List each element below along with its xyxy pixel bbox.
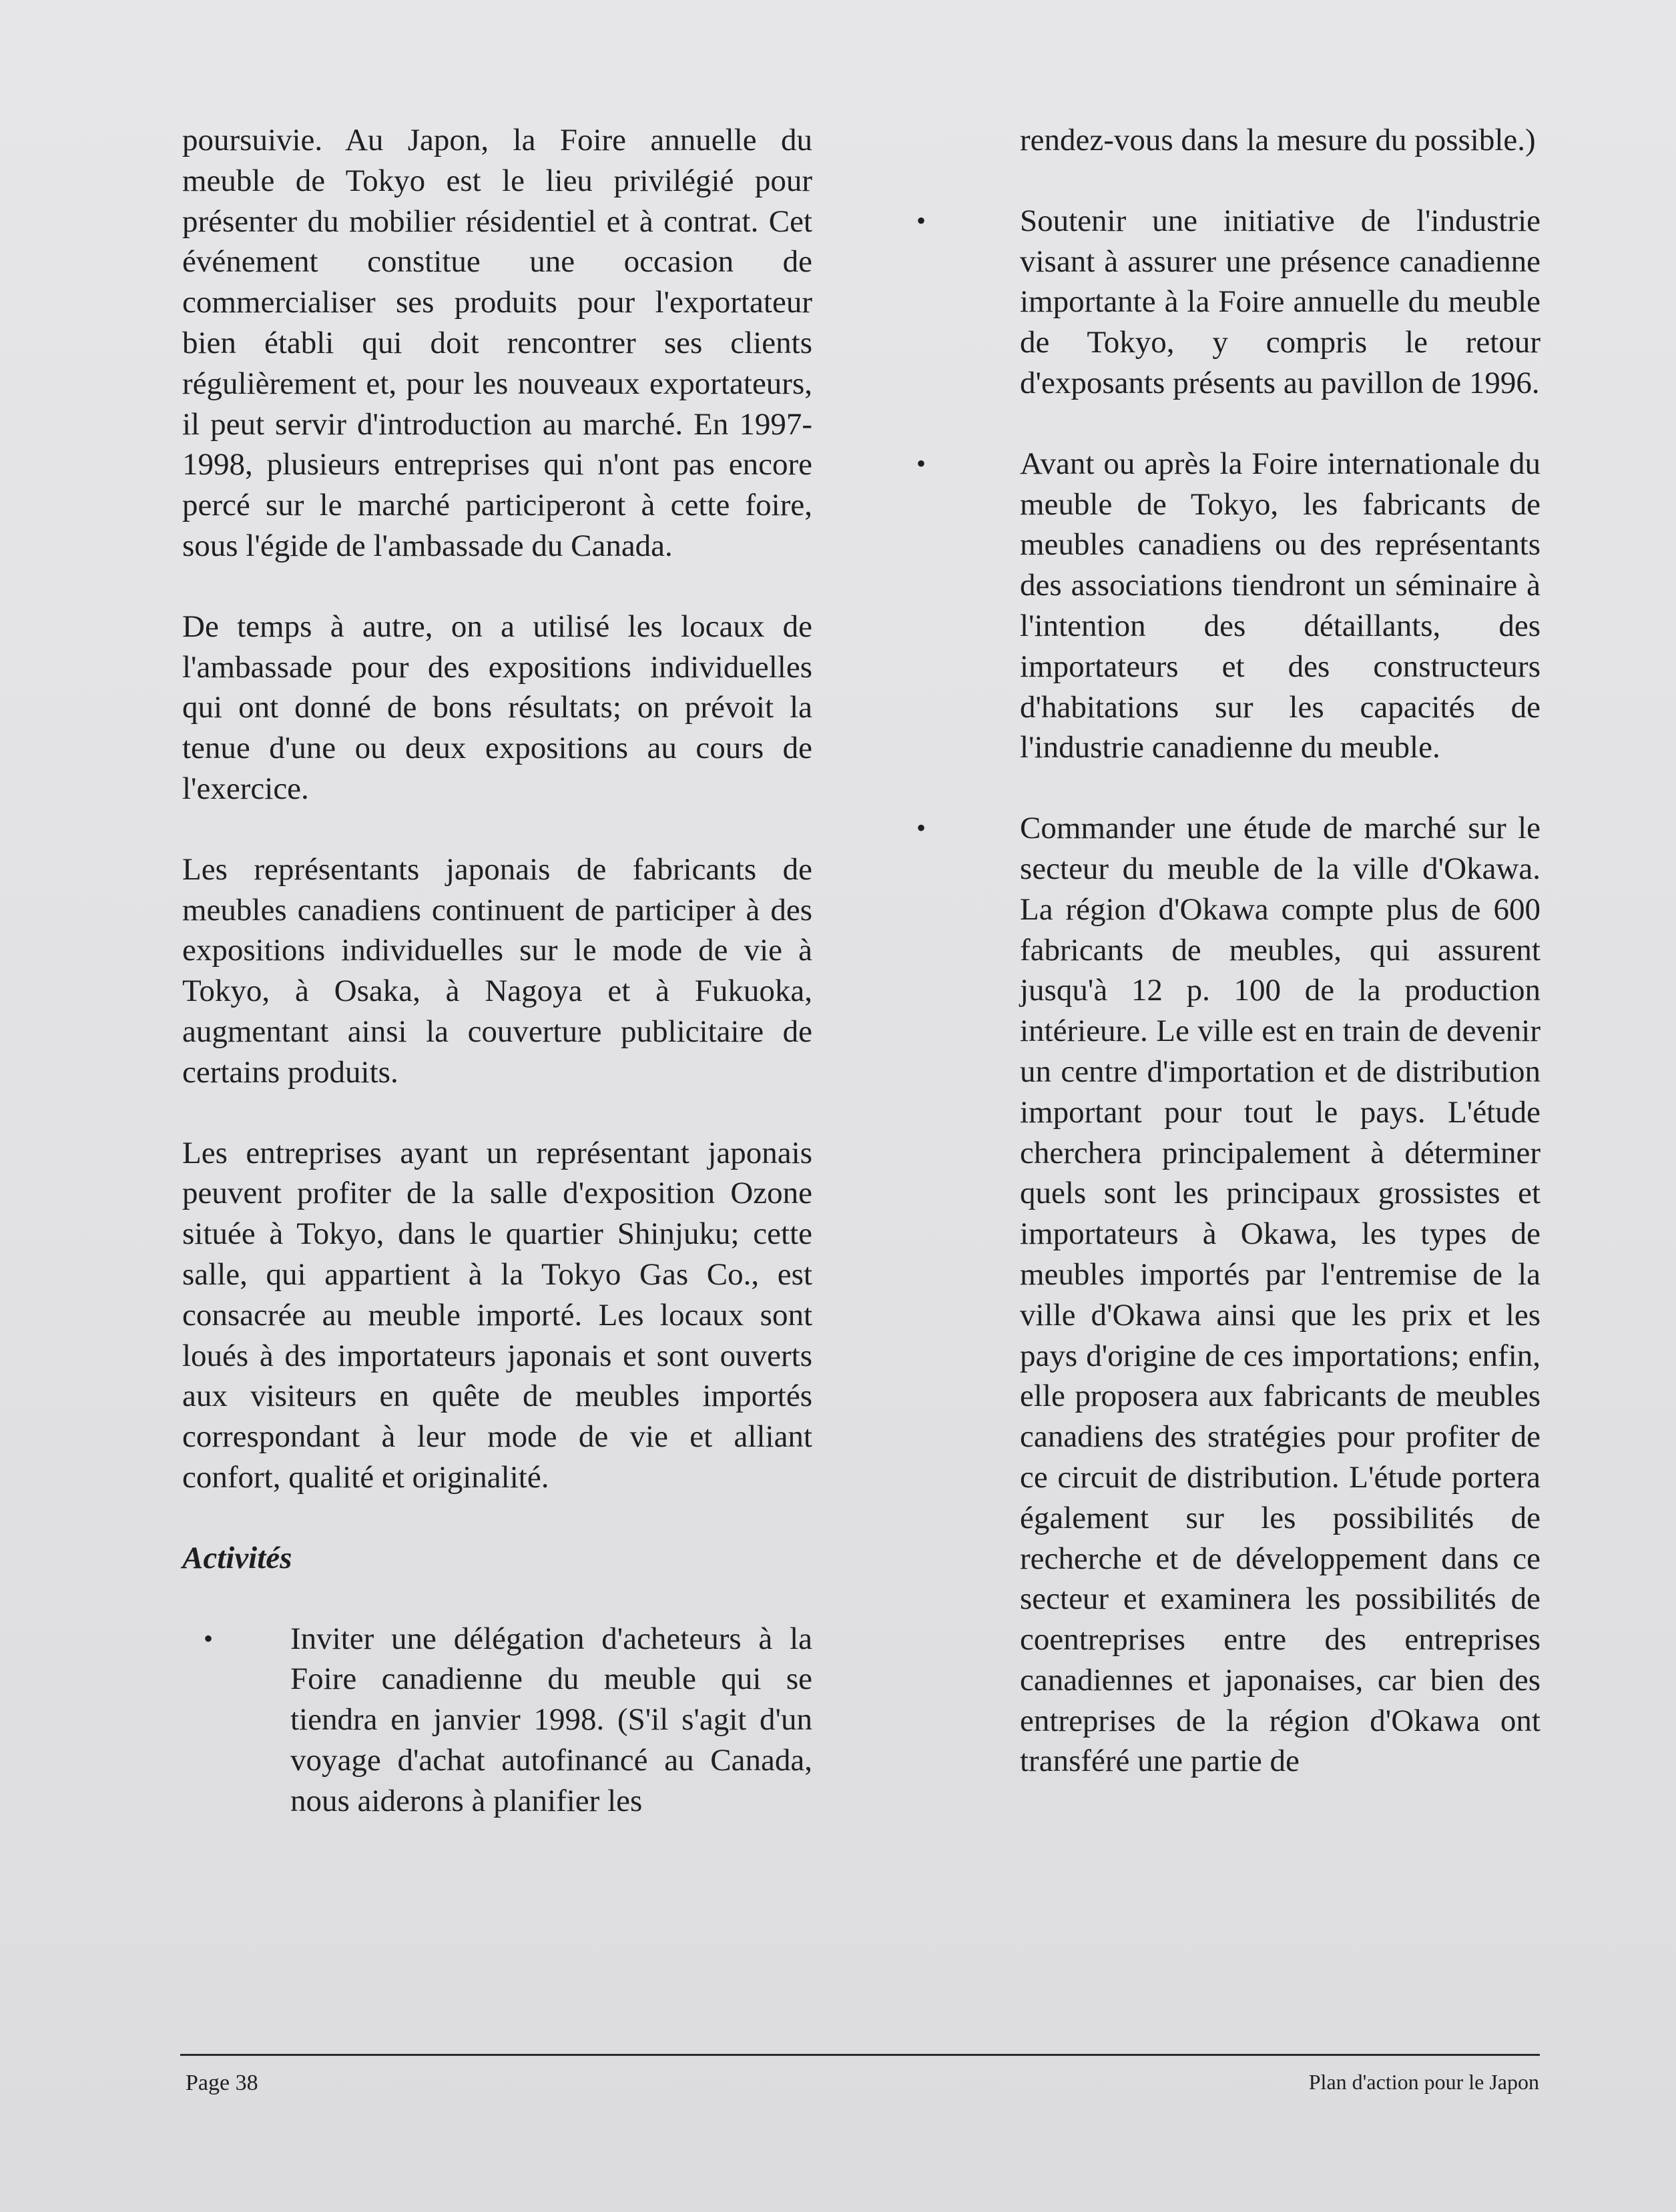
page-number: Page 38: [186, 2071, 258, 2095]
bullet-item-initiative-industrie: [916, 201, 1541, 404]
bullet-icon: •: [916, 205, 926, 236]
bullet-item-delegation: [182, 1619, 812, 1822]
paragraph-salle-ozone: Les entreprises ayant un représentant japonais peuvent profiter de la salle d'exposition Ozone située à Tokyo, dans le quartier Shinjuku; cette salle, qui appartient à la Tokyo Gas Co., est consacrée au meuble importé. Les locaux sont loués à des importateurs japonais et sont ouverts aux visiteurs en quête de meubles importés correspondant à leur mode de vie et alliant confort, qualité et originalité.: [182, 1135, 812, 1495]
bullet-text: Inviter une délégation d'acheteurs à la Foire canadienne du meuble qui se tiendra en janvier 1998. (S'il s'agit d'un voyage d'achat autofinancé au Canada, nous aiderons à planifier les: [290, 1621, 812, 1818]
left-column: [182, 120, 812, 1861]
bullet-text: Commander une étude de marché sur le secteur du meuble de la ville d'Okawa. La région d'Okawa compte plus de 600 fabricants de meubles, qui assurent jusqu'à 12 p. 100 de la production intérieure. Le ville est en train de devenir un centre d'importation et de distribution important pour tout le pays. L'étude cherchera principalement à déterminer quels sont les principaux grossistes et importateurs à Okawa, les types de meubles importés par l'entremise de la ville d'Okawa ainsi que les prix et les pays d'origine de ces importations; enfin, elle proposera aux fabricants de meubles canadiens des stratégies pour profiter de ce circuit de distribution. L'étude portera également sur les possibilités de recherche et de développement dans ce secteur et examinera les possibilités de coentreprises entre des entreprises canadiennes et japonaises, car bien des entreprises de la région d'Okawa ont transféré une partie de: [1020, 811, 1541, 1779]
footer-rule: [180, 2054, 1540, 2056]
right-column: [916, 120, 1541, 1822]
bullet-icon: •: [916, 813, 926, 843]
document-title-footer: Plan d'action pour le Japon: [1308, 2070, 1539, 2094]
bullet-text: Soutenir une initiative de l'industrie visant à assurer une présence canadienne importante à la Foire annuelle du meuble de Tokyo, y compris le retour d'exposants présents au pavillon de 1996.: [1020, 203, 1541, 400]
paragraph-representants-japonais: Les représentants japonais de fabricants de meubles canadiens continuent de participer à des expositions individuelles sur le mode de vie à Tokyo, à Osaka, à Nagoya et à Fukuoka, augmentant ainsi la couverture publicitaire de certains produits.: [182, 851, 812, 1090]
section-heading-activites: Activités: [182, 1540, 292, 1575]
paragraph-foire-tokyo: poursuivie. Au Japon, la Foire annuelle du meuble de Tokyo est le lieu privilégié pour présenter du mobilier résidentiel et à contrat. Cet événement constitue une occasion de commercialiser ses produits pour l'exportateur bien établi qui doit rencontrer ses clients régulièrement et, pour les nouveaux exportateurs, il peut servir d'introduction au marché. En 1997-1998, plusieurs entreprises qui n'ont pas encore percé sur le marché participeront à cette foire, sous l'égide de l'ambassade du Canada.: [182, 123, 812, 563]
bullet-item-seminaire: [916, 444, 1541, 768]
paragraph-continuation: rendez-vous dans la mesure du possible.): [1020, 123, 1536, 157]
bullet-icon: •: [204, 1623, 214, 1653]
bullet-text: Avant ou après la Foire internationale du meuble de Tokyo, les fabricants de meubles canadiens ou des représentants des associations tiendront un séminaire à l'intention des détaillants, des importateurs et des constructeurs d'habitations sur les capacités de l'industrie canadienne du meuble.: [1020, 446, 1541, 765]
bullet-item-etude-okawa: [916, 808, 1541, 1782]
bullet-icon: •: [916, 448, 926, 478]
paragraph-ambassade-expositions: De temps à autre, on a utilisé les locaux de l'ambassade pour des expositions individuelles qui ont donné de bons résultats; on prévoit la tenue d'une ou deux expositions au cours de l'exercice.: [182, 609, 812, 806]
